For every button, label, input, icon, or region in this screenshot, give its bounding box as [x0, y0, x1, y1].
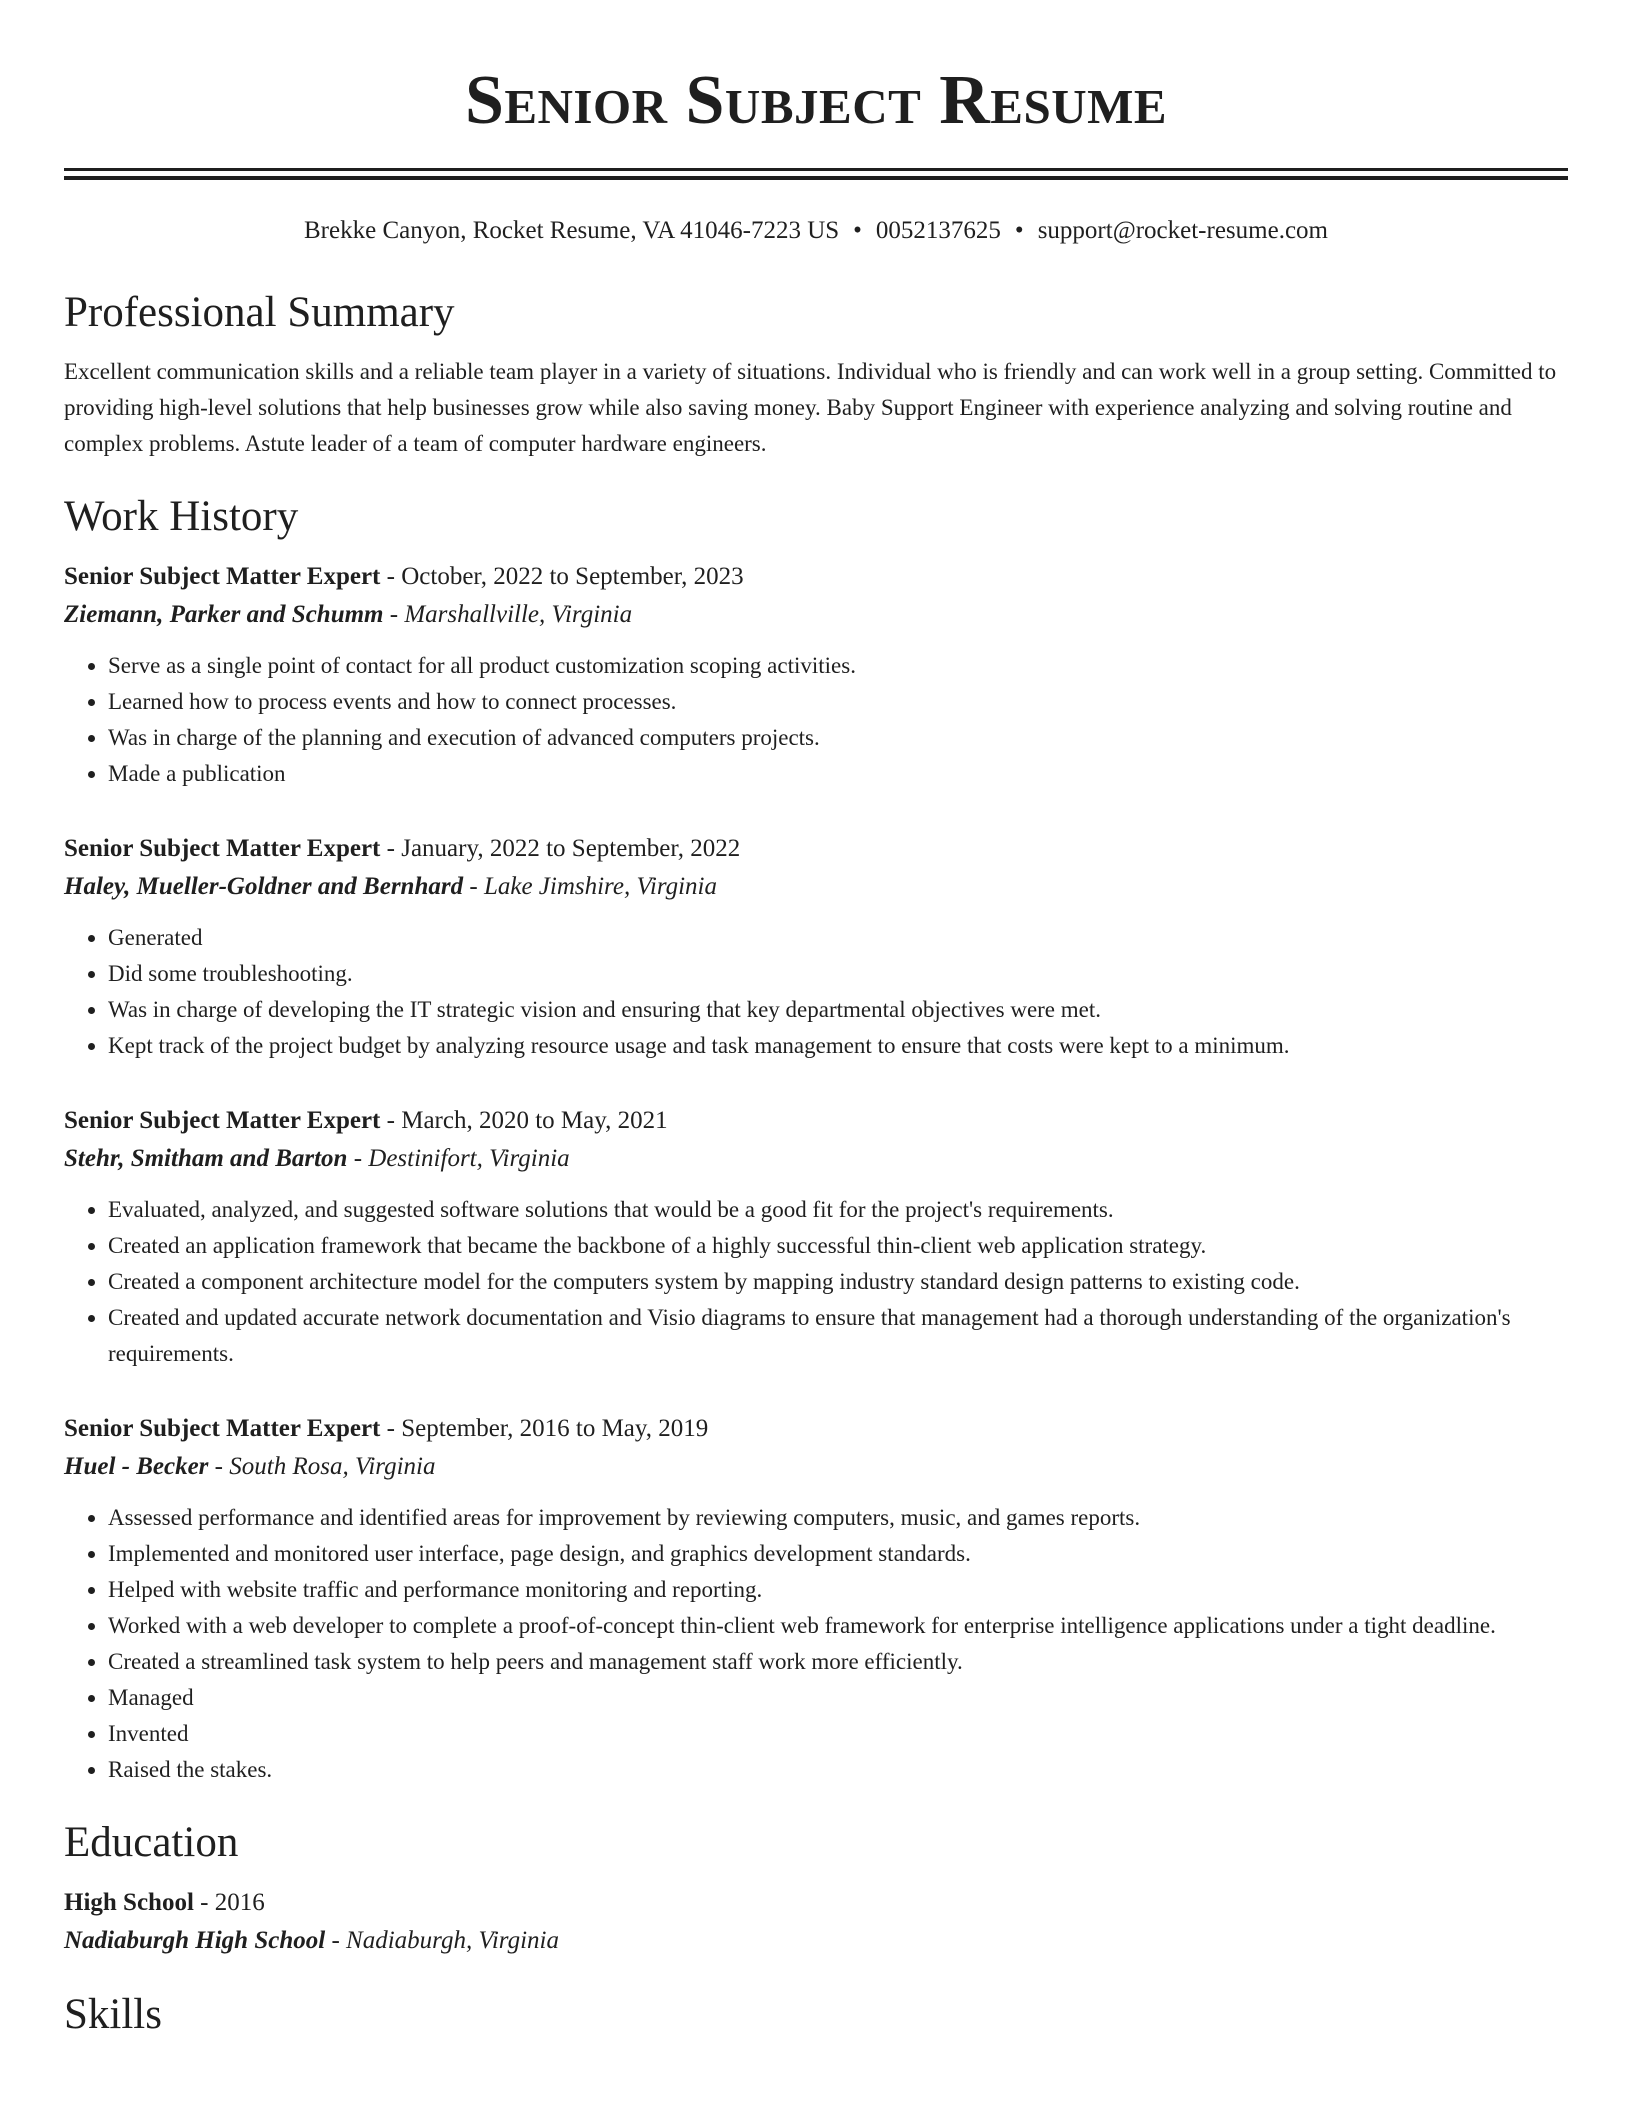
job-dates: January, 2022 to September, 2022 [401, 835, 741, 862]
school-line [64, 1922, 1568, 1960]
work-history-heading: Work History [64, 493, 299, 540]
contact-address: Brekke Canyon, Rocket Resume, VA 41046-7223 US [304, 217, 840, 244]
list-item: • Generated [108, 920, 1568, 956]
job-title: Senior Subject Matter Expert [64, 835, 381, 862]
company-line [64, 1140, 1568, 1178]
contact-phone: 0052137625 [875, 217, 1001, 244]
list-item: • Did some troubleshooting. [108, 956, 1568, 992]
list-item: • Was in charge of developing the IT strategic vision and ensuring that key departmental objectives were met. [108, 992, 1568, 1028]
summary-heading: Professional Summary [64, 289, 455, 336]
job-title: Senior Subject Matter Expert [64, 1415, 381, 1442]
company-line [64, 596, 1568, 634]
contact-email[interactable]: support@rocket-resume.com [1037, 217, 1328, 244]
work-history-section [64, 490, 1568, 1788]
job-title-line [64, 830, 1568, 868]
company-name: Haley, Mueller-Goldner and Bernhard [64, 873, 464, 900]
job-bullets [64, 1500, 1568, 1788]
summary-section [64, 286, 1568, 462]
dash: - [325, 1927, 347, 1954]
dash: - [380, 1415, 402, 1442]
summary-text: Excellent communication skills and a reliable team player in a variety of situations. Individual who is friendly and can work well in a group setting. Committed to providing high-level solutions that help businesses grow while also saving money. Baby Support Engineer with experience analyzing and solving routine and complex problems. Astute leader of a team of computer hardware engineers. [64, 359, 1557, 456]
education-entry [64, 1884, 1568, 1960]
list-item: • Assessed performance and identified areas for improvement by reviewing computers, music, and games reports. [108, 1500, 1568, 1536]
skills-section [64, 1988, 1568, 2042]
job-entry [64, 558, 1568, 792]
resume-page [64, 0, 1568, 2042]
list-item: • Invented [108, 1716, 1568, 1752]
company-name: Ziemann, Parker and Schumm [64, 601, 384, 628]
job-bullets [64, 648, 1568, 792]
list-item: • Worked with a web developer to complete a proof-of-concept thin-client web framework for enterprise intelligence applications under a tight deadline. [108, 1608, 1568, 1644]
company-name: Huel - Becker [64, 1453, 209, 1480]
list-item: • Was in charge of the planning and execution of advanced computers projects. [108, 720, 1568, 756]
job-entry [64, 1410, 1568, 1788]
education-heading: Education [64, 1819, 239, 1866]
dash: - [208, 1453, 230, 1480]
job-title: Senior Subject Matter Expert [64, 1107, 381, 1134]
degree: High School [64, 1889, 194, 1916]
company-location: Lake Jimshire, Virginia [483, 873, 718, 900]
list-item: • Evaluated, analyzed, and suggested software solutions that would be a good fit for the project's requirements. [108, 1192, 1568, 1228]
resume-title: Senior Subject Resume [464, 62, 1168, 139]
list-item: • Kept track of the project budget by analyzing resource usage and task management to ensure that costs were kept to a minimum. [108, 1028, 1568, 1064]
degree-line [64, 1884, 1568, 1922]
list-item: • Serve as a single point of contact for all product customization scoping activities. [108, 648, 1568, 684]
job-title: Senior Subject Matter Expert [64, 563, 381, 590]
job-entry [64, 830, 1568, 1064]
contact-separator: • [1014, 217, 1024, 244]
list-item: • Learned how to process events and how to connect processes. [108, 684, 1568, 720]
dash: - [347, 1145, 369, 1172]
company-name: Stehr, Smitham and Barton [64, 1145, 348, 1172]
job-dates: September, 2016 to May, 2019 [401, 1415, 709, 1442]
list-item: • Created and updated accurate network documentation and Visio diagrams to ensure that management had a thorough understanding of the organization's requirements. [108, 1300, 1568, 1372]
job-dates: October, 2022 to September, 2023 [401, 563, 744, 590]
company-location: South Rosa, Virginia [229, 1453, 436, 1480]
dash: - [380, 563, 402, 590]
list-item: • Raised the stakes. [108, 1752, 1568, 1788]
company-line [64, 868, 1568, 906]
dash: - [380, 1107, 402, 1134]
list-item: • Managed [108, 1680, 1568, 1716]
job-title-line [64, 1410, 1568, 1448]
dash: - [193, 1889, 215, 1916]
skills-heading: Skills [64, 1991, 162, 2038]
job-title-line [64, 558, 1568, 596]
dash: - [463, 873, 484, 900]
title-divider [64, 168, 1568, 180]
list-item: • Created a component architecture model for the computers system by mapping industry standard design patterns to existing code. [108, 1264, 1568, 1300]
list-item: • Created a streamlined task system to help peers and management staff work more efficiently. [108, 1644, 1568, 1680]
list-item: • Created an application framework that became the backbone of a highly successful thin-client web application strategy. [108, 1228, 1568, 1264]
list-item: • Made a publication [108, 756, 1568, 792]
list-item: • Implemented and monitored user interface, page design, and graphics development standards. [108, 1536, 1568, 1572]
education-year: 2016 [214, 1889, 265, 1916]
contact-separator: • [853, 217, 862, 244]
company-location: Marshallville, Virginia [404, 601, 633, 628]
dash: - [380, 835, 402, 862]
school-name: Nadiaburgh High School [64, 1927, 326, 1954]
company-line [64, 1448, 1568, 1486]
company-location: Destinifort, Virginia [368, 1145, 570, 1172]
job-bullets [64, 1192, 1568, 1372]
list-item: • Helped with website traffic and performance monitoring and reporting. [108, 1572, 1568, 1608]
job-dates: March, 2020 to May, 2021 [401, 1107, 668, 1134]
job-entry [64, 1102, 1568, 1372]
education-section [64, 1816, 1568, 1960]
dash: - [383, 601, 405, 628]
job-title-line [64, 1102, 1568, 1140]
contact-line [64, 214, 1568, 248]
school-location: Nadiaburgh, Virginia [346, 1927, 559, 1954]
job-bullets [64, 920, 1568, 1064]
